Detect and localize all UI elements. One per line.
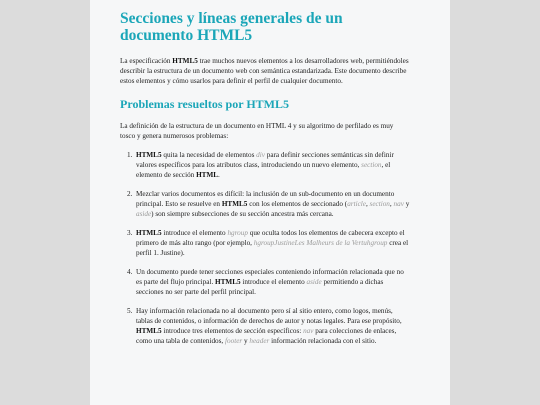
list-item: 2. Mezclar varios documentos es difícil: la inclusión de un sub-documento en un documento principal. Esto se resuelve en HTML5 con los elementos de seccionado (article, section, nav y aside) son siempre subsecciones de su sección ancestra más cercana.	[127, 190, 410, 218]
element-term: nav	[303, 327, 314, 335]
bold-term: HTML	[196, 171, 219, 179]
list-item: 5. Hay información relacionada no al documento pero sí al sitio entero, como logos, menús, tablas de contenidos, o información de derechos de autor y notas legales. Para ese propósito, HTML5 introduce tres elementos de sección específicos: nav para colecciones de enlaces, como una tabla de contenidos, footer y header información relacionada con el sitio.	[127, 307, 402, 345]
bold-term: HTML5	[136, 327, 162, 335]
element-term: footer	[225, 337, 243, 345]
bold-term: HTML5	[136, 229, 162, 237]
bold-term: HTML5	[172, 57, 198, 65]
list-item-number: 5.	[127, 307, 133, 315]
problems-list	[120, 150, 410, 346]
element-term: aside	[306, 278, 322, 286]
element-term: header	[249, 337, 270, 345]
list-item: 4. Un documento puede tener secciones especiales conteniendo información relacionada que no es parte del flujo principal. HTML5 introduce el elemento aside permitiendo a dichas secciones no ser parte del perfil principal.	[127, 268, 404, 296]
element-term: hgroupJustineLes Malheurs de la Vertuhgroup	[253, 239, 388, 247]
bold-term: HTML5	[215, 278, 241, 286]
bold-term: HTML5	[136, 151, 162, 159]
element-term: section	[361, 161, 382, 169]
list-item-number: 2.	[127, 190, 133, 198]
intro-paragraph: La especificación HTML5 trae muchos nuevos elementos a los desarrolladores web, permitiéndoles describir la estructura de un documento web con semántica estandarizada. Este documento describe estos elementos y cómo usarlos para definir el perfil de cualquier documento.	[120, 57, 409, 85]
document-content	[80, 10, 450, 346]
list-item-number: 3.	[127, 229, 133, 237]
element-term: aside	[136, 210, 152, 218]
list-item: 1. HTML5 quita la necesidad de elementos div para definir secciones semánticas sin definir valores específicos para los atributos class, introduciendo un nuevo elemento, section, el elemento de sección HTML.	[127, 151, 394, 179]
document-page	[90, 0, 450, 405]
section-intro-paragraph: La definición de la estructura de un documento en HTML 4 y su algoritmo de perfilado es muy tosco y genera numerosos problemas:	[120, 122, 394, 140]
list-item-number: 4.	[127, 268, 133, 276]
section-heading: Problemas resueltos por HTML5	[120, 97, 289, 111]
list-item: 3. HTML5 introduce el elemento hgroup que oculta todos los elementos de cabecera excepto el primero de más alto rango (por ejemplo, hgroupJustineLes Malheurs de la Vertuhgroup crea el perfil 1. Justine).	[127, 229, 409, 257]
element-term: nav	[393, 200, 404, 208]
element-term: article	[347, 200, 366, 208]
bold-term: HTML5	[221, 200, 248, 208]
element-term: div	[256, 151, 265, 159]
element-term: hgroup	[227, 229, 248, 237]
page-title: Secciones y líneas generales de un documento HTML5	[120, 10, 343, 44]
list-item-number: 1.	[127, 151, 133, 159]
element-term: section	[369, 200, 390, 208]
